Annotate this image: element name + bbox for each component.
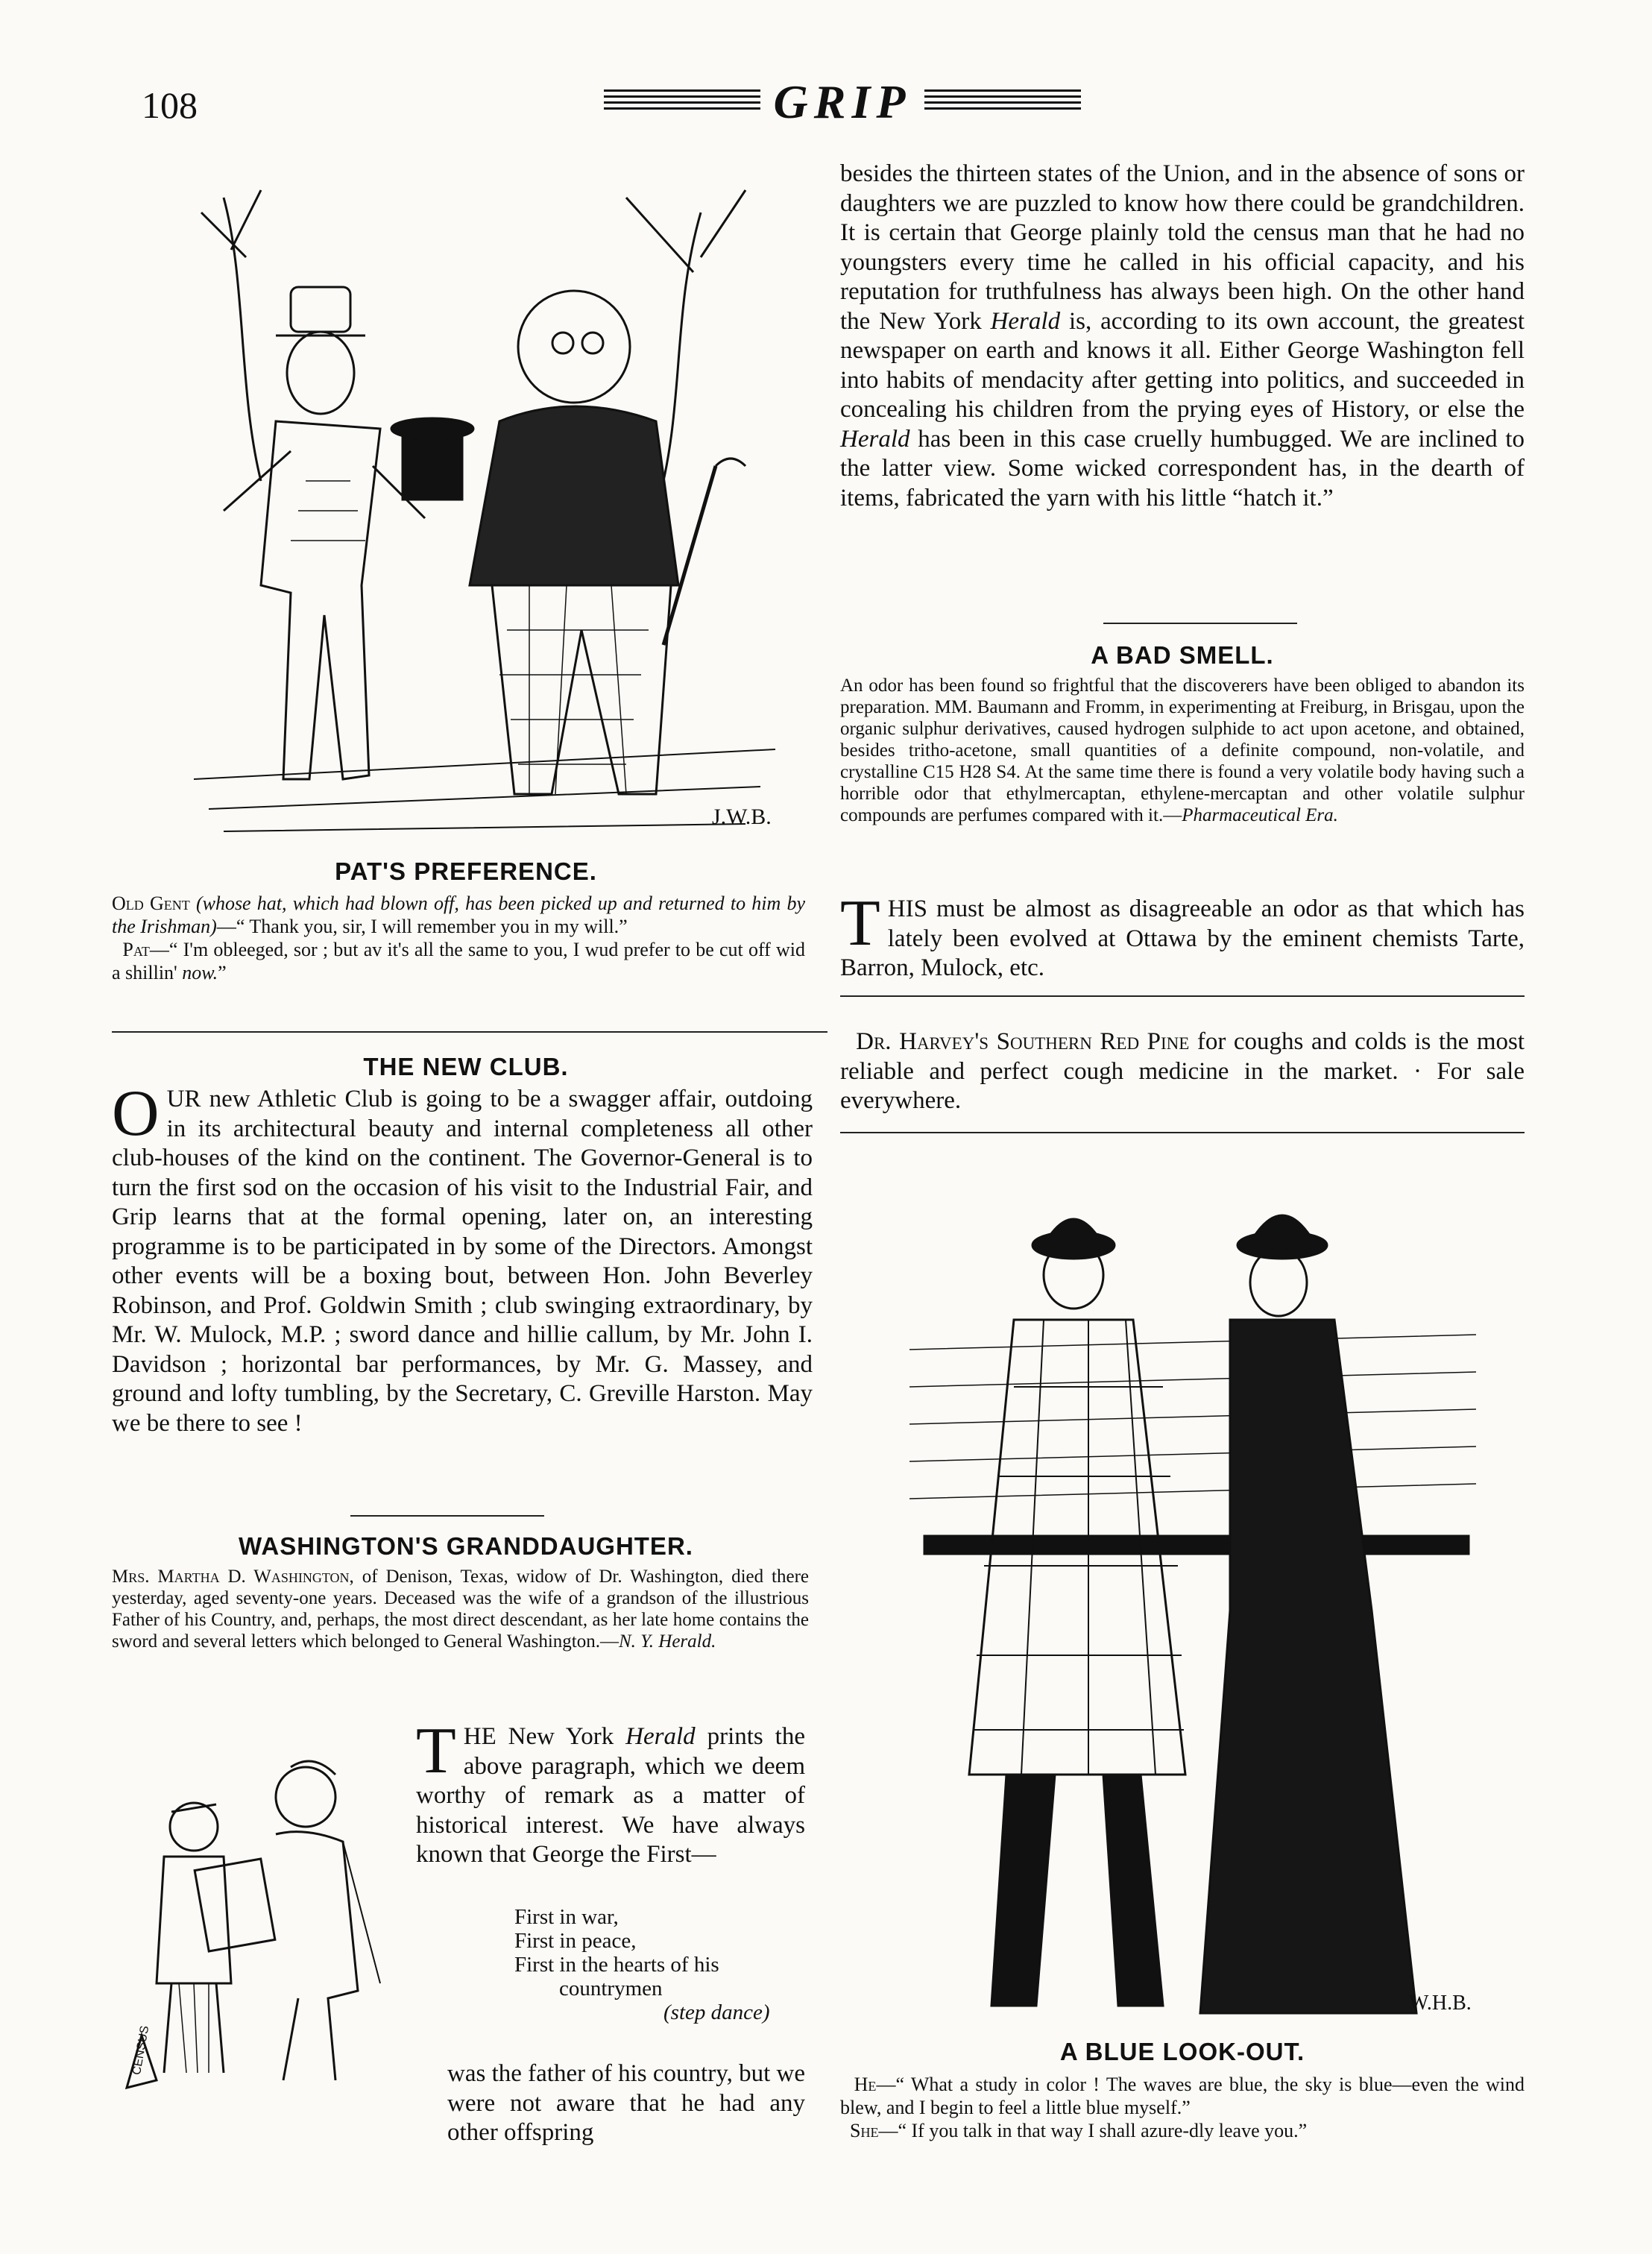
census-drawing bbox=[112, 1722, 425, 2095]
caption-old-gent-line: —“ Thank you, sir, I will remember you in my will.” bbox=[216, 916, 628, 937]
short-divider bbox=[350, 1515, 544, 1517]
section-divider bbox=[840, 1132, 1525, 1133]
short-divider bbox=[1103, 623, 1297, 624]
caption-speaker-he: He bbox=[854, 2074, 877, 2095]
poem-line: First in war, bbox=[514, 1905, 619, 1929]
pats-preference-artist-signature: J.W.B. bbox=[712, 805, 772, 829]
pats-preference-heading: PAT'S PREFERENCE. bbox=[335, 857, 597, 885]
caption-pat-close: ” bbox=[218, 962, 227, 983]
washington-poem bbox=[514, 1905, 813, 2024]
washington-dropcap: T bbox=[416, 1715, 456, 1787]
ad-product-name: Dr. Harvey's Southern Red Pine bbox=[856, 1028, 1190, 1055]
caption-he-line: —“ What a study in color ! The waves are blue, the sky is blue—even the wind blew, and I begin to feel a little blue myself.” bbox=[840, 2074, 1525, 2118]
washington-continuation bbox=[840, 160, 1525, 513]
new-club-dropcap: O bbox=[112, 1077, 160, 1150]
bad-smell-quote-text: An odor has been found so frightful that the discoverers have been obliged to abandon its preparation. MM. Baumann and Fromm, in experimenting at Freiburg, in Brisgau, upon the organic sulphur derivatives, caused hydrogen sulphide to act upon acetone, and obtained, besides tritho-acetone, small quantities of a definite compound, non-volatile, and crystalline C15 H28 S4. At the same time there is found a very volatile body having such a horrible odor that ethylmercaptan, ethylene-mercaptan and other volatile sulphur compounds are perfumes compared with it.— bbox=[840, 676, 1525, 825]
masthead-rule-right bbox=[924, 89, 1081, 110]
caption-speaker-she: She bbox=[850, 2120, 879, 2141]
caption-speaker-old-gent: Old Gent bbox=[112, 893, 190, 914]
washington-body-outro: was the father of his country, but we were not aware that he had any other offspring bbox=[447, 2060, 805, 2146]
masthead bbox=[604, 75, 1081, 134]
blue-lookout-illustration bbox=[895, 1163, 1491, 2032]
bad-smell-dropcap: T bbox=[840, 887, 880, 960]
census-book-label: CENSUS bbox=[130, 2024, 152, 2077]
section-divider bbox=[112, 1031, 827, 1033]
washington-heading: WASHINGTON'S GRANDDAUGHTER. bbox=[239, 1532, 693, 1560]
washington-quote-text: , of Denison, Texas, widow of Dr. Washington, died there yesterday, aged seventy-one years. Deceased was the wife of a grandson of the illustrious Father of his Country, and, perhaps, the most direct descendant, as her late home contains the sword and several letters which belonged to General Washington.— bbox=[112, 1567, 810, 1652]
pats-preference-caption bbox=[112, 892, 805, 984]
bad-smell-quote bbox=[840, 675, 1525, 826]
caption-pat-line: —“ I'm obleeged, sor ; but av it's all the same to you, I wud prefer to be cut off wid a shillin' bbox=[112, 939, 805, 983]
washington-herald: Herald bbox=[625, 1723, 696, 1750]
washington-quote bbox=[112, 1566, 809, 1652]
masthead-rule-left bbox=[604, 89, 760, 110]
washington-body-b: prints the above paragraph, which we deem worthy of remark as a matter of historical interest. We have always known that George the First— bbox=[416, 1723, 806, 1868]
poem-note: (step dance) bbox=[663, 2000, 770, 2024]
washington-quote-source: N. Y. Herald. bbox=[618, 1631, 716, 1652]
bad-smell-heading: A BAD SMELL. bbox=[1091, 641, 1274, 669]
red-pine-advertisement bbox=[840, 1027, 1525, 1116]
blue-lookout-caption bbox=[840, 2073, 1525, 2142]
continuation-herald1: Herald bbox=[990, 307, 1061, 335]
pats-preference-illustration bbox=[179, 168, 790, 854]
poem-line: First in peace, bbox=[514, 1929, 637, 1953]
new-club-article bbox=[112, 1077, 813, 1438]
washington-body-intro bbox=[416, 1715, 806, 1870]
bad-smell-body bbox=[840, 887, 1525, 983]
continuation-part1: besides the thirteen states of the Union, and in the absence of sons or daughters we are puzzled to know how there could be grandchildren. It is certain that George plainly told the census man that he had no youngsters every time he called in his official capacity, and his reputation for truthfulness has always been high. On the other hand the New York bbox=[840, 160, 1525, 335]
bad-smell-quote-source: Pharmaceutical Era. bbox=[1182, 805, 1338, 825]
caption-pat-now: now. bbox=[182, 962, 218, 983]
caption-speaker-pat: Pat bbox=[122, 939, 150, 960]
poem-line: First in the hearts of his bbox=[514, 1953, 719, 1977]
continuation-herald2: Herald bbox=[840, 425, 910, 453]
new-club-heading: THE NEW CLUB. bbox=[363, 1053, 569, 1080]
blue-lookout-drawing bbox=[895, 1163, 1491, 2032]
caption-stage-direction: (whose hat, which had blown off, has been picked up and returned to him by the Irishman) bbox=[112, 893, 805, 937]
blue-lookout-heading: A BLUE LOOK-OUT. bbox=[1059, 2038, 1305, 2065]
blue-lookout-artist-signature: W.H.B. bbox=[1409, 1992, 1472, 2015]
masthead-title: GRIP bbox=[773, 75, 912, 128]
continuation-part3: has been in this case cruelly humbugged. We are inclined to the latter view. Some wicked correspondent has, in the dearth of items, fabricated the yarn with his little “hatch it.” bbox=[840, 425, 1525, 511]
ad-text: for coughs and colds is the most reliable and perfect cough medicine in the market. · For sale everywhere. bbox=[840, 1028, 1525, 1114]
continuation-part2: is, according to its own account, the greatest newspaper on earth and knows it all. Either George Washington fell into habits of mendacity after getting into politics, and succeeded in concealing his children from the prying eyes of History, or else the bbox=[840, 307, 1525, 423]
washington-quote-name: Mrs. Martha D. Washington bbox=[112, 1567, 350, 1587]
census-illustration bbox=[112, 1722, 425, 2095]
washington-body-a: HE New York bbox=[463, 1723, 626, 1750]
poem-line: countrymen bbox=[559, 1977, 663, 2000]
section-divider bbox=[840, 995, 1525, 997]
caption-she-line: —“ If you talk in that way I shall azure-dly leave you.” bbox=[878, 2120, 1308, 2141]
bad-smell-body-text: HIS must be almost as disagreeable an odor as that which has lately been evolved at Ottawa by the eminent chemists Tarte, Barron, Mulock, etc. bbox=[840, 895, 1525, 981]
new-club-body: UR new Athletic Club is going to be a swagger affair, outdoing in its architectural beauty and internal completeness all other club-houses of the kind on the continent. The Governor-General is to turn the first sod on the occasion of his visit to the Industrial Fair, and Grip learns that at the formal opening, later on, an interesting programme is to be participated in by some of the Directors. Amongst other events will be a boxing bout, between Hon. John Beverley Robinson, and Prof. Goldwin Smith ; club swinging extraordinary, by Mr. W. Mulock, M.P. ; sword dance and hillie callum, by Mr. John I. Davidson ; horizontal bar performances, by Mr. G. Massey, and ground and lofty tumbling, by the Secretary, C. Greville Harston. May we be there to see ! bbox=[112, 1086, 813, 1437]
page-number: 108 bbox=[142, 84, 198, 126]
pats-preference-drawing bbox=[179, 168, 790, 854]
